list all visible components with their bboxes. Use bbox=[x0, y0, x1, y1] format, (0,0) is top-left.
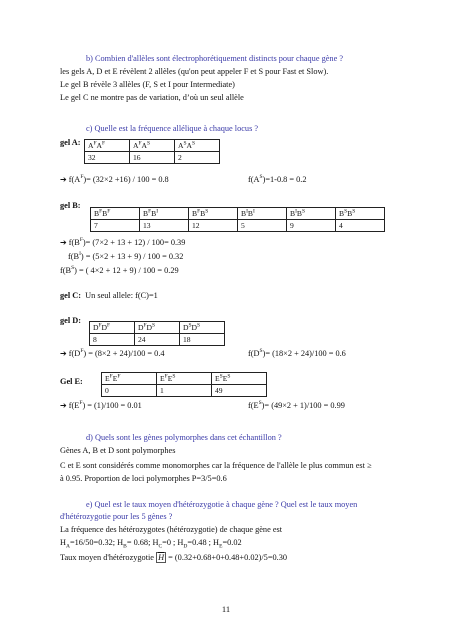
genotype-header: $B^FB^S$ bbox=[189, 208, 238, 220]
formula-text: )=1-0.8 = 0.2 bbox=[262, 175, 307, 184]
table-cell: 18 bbox=[180, 334, 225, 346]
answer-d-line-1: Gènes A, B et D sont polymorphes bbox=[60, 446, 176, 455]
arrow-icon: ➔ bbox=[60, 175, 67, 184]
gel-c-label: gel C: bbox=[60, 291, 81, 300]
question-e-line-1: e) Quel est le taux moyen d'hétérozygotie à chaque gène ? Quel est le taux moyen bbox=[86, 500, 358, 509]
formula-text: )= (18×2 + 24)/100 = 0.6 bbox=[262, 349, 346, 358]
formula-text: ) = (5×2 + 13 + 9) / 100 = 0.32 bbox=[80, 252, 184, 261]
formula-text: ) = (1)/100 = 0.01 bbox=[82, 401, 142, 410]
gel-d-freq-s: $f(D^S)= (18\times 2 + 24)/100 = 0.6$ bbox=[248, 348, 346, 358]
table-cell: 13 bbox=[140, 220, 189, 232]
answer-b-line-3: Le gel C ne montre pas de variation, d’où un seul allèle bbox=[60, 93, 244, 102]
gel-b-freq-s: $f(B^S)$ = ( 4×2 + 12 + 9) / 100 = 0.29 bbox=[60, 265, 179, 275]
gel-e-freq-s: $f(E^S)= (49\times 2 + 1)/100 = 0.99$ bbox=[248, 400, 345, 410]
formula-text: f(E bbox=[248, 401, 259, 410]
genotype-header: $B^FB^I$ bbox=[140, 208, 189, 220]
formula-text: ) = ( 4×2 + 12 + 9) / 100 = 0.29 bbox=[74, 266, 179, 275]
answer-d-line-2: C et E sont considérés comme monomorphes car la fréquence de l'allèle le plus commun est ≥ bbox=[60, 461, 372, 470]
formula-text: f(A bbox=[248, 175, 260, 184]
question-b: b) Combien d'allèles sont électrophorétiquement distincts pour chaque gène ? bbox=[86, 54, 344, 63]
gel-d-freq-f: ➔ $f(D^F) = (8\times 2 + 24)/100 = 0.4$ bbox=[60, 348, 165, 358]
table-cell: 32 bbox=[85, 152, 130, 164]
mean-heterozygosity-symbol: $\overline{H}$ bbox=[158, 553, 165, 562]
table-cell: 9 bbox=[287, 220, 336, 232]
formula-text: )= (32×2 +16) / 100 = 0.8 bbox=[83, 175, 169, 184]
gel-b-freq-f: ➔ $f(B^F)= (7\times 2 + 13 + 12) / 100= 0.39$ bbox=[60, 237, 186, 247]
page-number: 11 bbox=[221, 604, 231, 614]
formula-text: Taux moyen d'hétérozygotie bbox=[60, 553, 154, 562]
gel-a-freq-f: ➔ $f(A^F)= (32\times 2 +16) / 100 = 0.8$ bbox=[60, 174, 169, 184]
formula-text: f(A bbox=[68, 175, 81, 184]
formula-text: )= (7×2 + 13 + 12) / 100= 0.39 bbox=[82, 238, 186, 247]
formula-text: = (0.32+0.68+0+0.48+0.02)/5=0.30 bbox=[168, 553, 288, 562]
table-cell: 8 bbox=[90, 334, 135, 346]
gel-c-row bbox=[60, 291, 158, 301]
arrow-icon: ➔ bbox=[60, 401, 67, 410]
formula-text: f(B bbox=[60, 266, 72, 275]
table-cell: 0 bbox=[102, 385, 157, 397]
table-cell: 12 bbox=[189, 220, 238, 232]
formula-text: f(E bbox=[68, 401, 80, 410]
table-cell: 49 bbox=[212, 385, 267, 397]
question-c: c) Quelle est la fréquence allélique à chaque locus ? bbox=[86, 124, 259, 133]
answer-e-line-1: La fréquence des hétérozygotes (hétérozygotie) de chaque gène est bbox=[60, 525, 283, 534]
answer-e-line-3 bbox=[60, 553, 287, 563]
genotype-header: $E^FE^F$ bbox=[102, 373, 157, 385]
genotype-header: $D^FD^S$ bbox=[135, 322, 180, 334]
answer-b-line-1: les gels A, D et E révèlent 2 allèles (qu'on peut appeler F et S pour Fast et Slow). bbox=[60, 67, 329, 76]
genotype-header: $E^FE^S$ bbox=[157, 373, 212, 385]
gel-e-table bbox=[101, 372, 267, 397]
gel-e-freq-f: ➔ $f(E^F) = (1)/100 = 0.01$ bbox=[60, 400, 142, 410]
genotype-header: $A^SA^S$ bbox=[175, 140, 220, 152]
formula-text: f(B bbox=[68, 238, 80, 247]
formula-text: )= (49×2 + 1)/100 = 0.99 bbox=[261, 401, 345, 410]
genotype-header: $B^SB^S$ bbox=[336, 208, 385, 220]
gel-d-label: gel D: bbox=[60, 316, 81, 325]
gel-e-label: Gel E: bbox=[60, 377, 83, 386]
table-cell: 16 bbox=[130, 152, 175, 164]
question-e-line-2: d'hétérozygotie pour les 5 gènes ? bbox=[60, 512, 173, 521]
table-cell: 5 bbox=[238, 220, 287, 232]
gel-b-table bbox=[90, 207, 385, 232]
arrow-icon: ➔ bbox=[60, 238, 67, 247]
gel-a-table bbox=[84, 139, 220, 164]
genotype-header: $B^IB^S$ bbox=[287, 208, 336, 220]
gel-a-freq-s: $f(A^S)=1-0.8 = 0.2$ bbox=[248, 174, 307, 184]
table-cell: 1 bbox=[157, 385, 212, 397]
genotype-header: $B^FB^F$ bbox=[91, 208, 140, 220]
formula-text: f(D bbox=[68, 349, 81, 358]
genotype-header: $A^FA^S$ bbox=[130, 140, 175, 152]
formula-text: f(D bbox=[248, 349, 260, 358]
table-cell: 7 bbox=[91, 220, 140, 232]
arrow-icon: ➔ bbox=[60, 349, 67, 358]
answer-d-line-3: à 0.95. Proportion de loci polymorphes P=3/5=0.6 bbox=[60, 474, 227, 483]
answer-b-line-2: Le gel B révèle 3 allèles (F, S et I pour Intermediate) bbox=[60, 80, 235, 89]
table-cell: 4 bbox=[336, 220, 385, 232]
genotype-header: $D^FD^F$ bbox=[90, 322, 135, 334]
table-cell: 2 bbox=[175, 152, 220, 164]
gel-d-table bbox=[89, 321, 225, 346]
genotype-header: $E^SE^S$ bbox=[212, 373, 267, 385]
gel-c-text: Un seul allele: f(C)=1 bbox=[85, 291, 158, 300]
question-d: d) Quels sont les gènes polymorphes dans cet échantillon ? bbox=[86, 433, 282, 442]
genotype-header: $D^SD^S$ bbox=[180, 322, 225, 334]
genotype-header: $B^IB^I$ bbox=[238, 208, 287, 220]
gel-b-freq-i: $f(B^I) = (5\times 2 + 13 + 9) / 100 = 0.32$ bbox=[68, 251, 184, 261]
table-cell: 24 bbox=[135, 334, 180, 346]
answer-e-line-2: $H_A=16/50=0.32$; $H_B= 0.68$; $H_C=0$ ; $H_D=0.48$ ; $H_E=0.02$ bbox=[60, 538, 242, 550]
gel-b-label: gel B: bbox=[60, 201, 81, 210]
formula-text: ) = (8×2 + 24)/100 = 0.4 bbox=[83, 349, 165, 358]
formula-text: H bbox=[60, 538, 66, 547]
gel-a-label: gel A: bbox=[60, 138, 81, 147]
formula-text: f(B bbox=[68, 252, 80, 261]
genotype-header: $A^FA^F$ bbox=[85, 140, 130, 152]
